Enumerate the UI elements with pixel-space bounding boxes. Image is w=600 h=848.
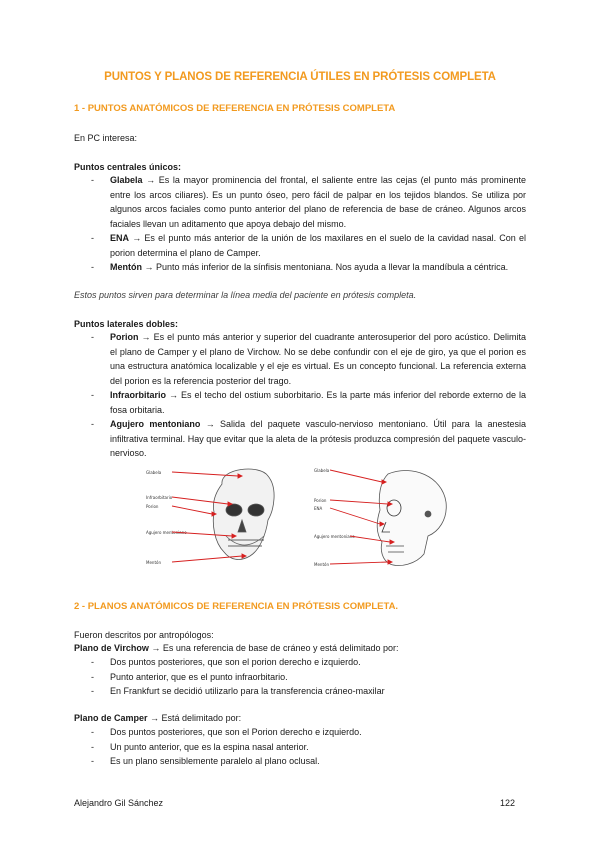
section-1-heading: 1 - PUNTOS ANATÓMICOS DE REFERENCIA EN PRÓTESIS COMPLETA bbox=[74, 103, 396, 114]
lateral-points-list bbox=[74, 330, 526, 461]
virchow-definition bbox=[74, 641, 399, 655]
label-porion-right: Porion bbox=[314, 498, 327, 503]
label-menton-right: Mentón bbox=[314, 562, 329, 567]
label-menton: Mentón bbox=[146, 560, 161, 565]
term-agujero-mentoniano: Agujero mentoniano bbox=[110, 419, 201, 429]
virchow-text: → Es una referencia de base de cráneo y está delimitado por: bbox=[148, 643, 399, 653]
list-item: - Glabela → Es la mayor prominencia del frontal, el saliente entre las cejas (el punto más prominente entre los arcos ciliares). Es un punto óseo, pero fácil de palpar en los tejidos blandos. Se utiliza por algunos arcos faciales como punto anterior del plano de referencia de base de cráneo. Algunos arcos faciales llevan un aditamento que apoya debajo del mismo. bbox=[91, 175, 526, 229]
virchow-list bbox=[74, 655, 526, 699]
midline-note: Estos puntos sirven para determinar la línea media del paciente en prótesis completa. bbox=[74, 290, 417, 300]
label-glabela: Glabela bbox=[146, 470, 162, 475]
virchow-term: Plano de Virchow bbox=[74, 643, 149, 653]
footer-author: Alejandro Gil Sánchez bbox=[74, 798, 164, 808]
list-item: - Punto anterior, que es el punto infraorbitario. bbox=[91, 671, 288, 682]
list-item: - Agujero mentoniano → Salida del paquete vasculo-nervioso mentoniano. Útil para la anestesia infiltrativa terminal. Hay que evitar que la aleta de la prótesis produzca compresión del paquete vasculo-nervioso. bbox=[91, 419, 527, 458]
label-ena-right: ENA bbox=[314, 506, 323, 511]
section-2-heading: 2 - PLANOS ANATÓMICOS DE REFERENCIA EN PRÓTESIS COMPLETA. bbox=[74, 601, 399, 612]
list-item: - Es un plano sensiblemente paralelo al plano oclusal. bbox=[91, 756, 320, 766]
footer-page-number: 122 bbox=[500, 798, 516, 808]
item-text: → Salida del paquete vasculo-nervioso mentoniano. Útil para la anestesia infiltrativa terminal. Hay que evitar que la aleta de la prótesis produzca compresión del paquete vasculo-nervioso. bbox=[110, 419, 527, 458]
label-porion: Porion bbox=[146, 504, 159, 509]
central-points-list bbox=[74, 173, 526, 275]
term-porion: Porion bbox=[110, 332, 139, 342]
camper-list bbox=[74, 725, 526, 769]
list-item: - Mentón → Punto más inferior de la sínfisis mentoniana. Nos ayuda a llevar la mandíbula a céntrica. bbox=[91, 262, 509, 272]
list-item: - Dos puntos posteriores, que son el Porion derecho e izquierdo. bbox=[91, 727, 362, 737]
term-menton: Mentón bbox=[110, 262, 142, 272]
label-infraorbitario: Infraorbitario bbox=[146, 495, 173, 500]
frontal-skull-illustration bbox=[213, 469, 274, 559]
label-agujero-mentoniano: Agujero mentoniano bbox=[146, 530, 187, 535]
list-item: - Un punto anterior, que es la espina nasal anterior. bbox=[91, 741, 309, 752]
camper-definition bbox=[74, 711, 241, 725]
term-glabela: Glabela bbox=[110, 175, 143, 185]
item-text: → Es la mayor prominencia del frontal, el saliente entre las cejas (el punto más prominente entre los arcos ciliares). Es un punto óseo, pero fácil de palpar en los tejidos blandos. Se utiliza por algunos arcos faciales como punto anterior del plano de referencia de base de cráneo. Algunos arcos faciales llevan un aditamento que apoya debajo del mismo. bbox=[110, 175, 526, 229]
camper-term: Plano de Camper bbox=[74, 713, 148, 723]
lateral-skull-illustration bbox=[377, 470, 446, 565]
camper-text: → Está delimitado por: bbox=[147, 713, 242, 723]
skull-reference-figure bbox=[142, 462, 460, 580]
item-text: → Es el techo del ostium suborbitario. Es la parte más inferior del reborde externo de la fosa orbitaria. bbox=[110, 390, 526, 415]
list-item: - ENA → Es el punto más anterior de la unión de los maxilares en el suelo de la cavidad nasal. Con el porion determina el plano de Camper. bbox=[91, 233, 526, 258]
lateral-points-heading: Puntos laterales dobles: bbox=[74, 319, 179, 329]
central-points-heading: Puntos centrales únicos: bbox=[74, 162, 182, 172]
label-agujero-mentoniano-right: Agujero mentoniano bbox=[314, 534, 355, 539]
list-item: - En Frankfurt se decidió utilizarlo para la transferencia cráneo-maxilar bbox=[91, 686, 385, 696]
section-2-intro: Fueron descritos por antropólogos: bbox=[74, 630, 214, 640]
term-ena: ENA bbox=[110, 233, 130, 243]
list-item: - Infraorbitario → Es el techo del ostium suborbitario. Es la parte más inferior del reborde externo de la fosa orbitaria. bbox=[91, 390, 526, 415]
label-glabela-right: Glabela bbox=[314, 468, 330, 473]
item-text: → Punto más inferior de la sínfisis mentoniana. Nos ayuda a llevar la mandíbula a céntrica. bbox=[142, 262, 509, 272]
left-figure-labels bbox=[146, 470, 187, 565]
list-item: - Dos puntos posteriores, que son el porion derecho e izquierdo. bbox=[91, 657, 361, 667]
term-infraorbitario: Infraorbitario bbox=[110, 390, 167, 400]
item-text: → Es el punto más anterior de la unión de los maxilares en el suelo de la cavidad nasal. Con el porion determina el plano de Camper. bbox=[110, 233, 526, 258]
right-figure-labels bbox=[314, 468, 355, 567]
page-title: PUNTOS Y PLANOS DE REFERENCIA ÚTILES EN PRÓTESIS COMPLETA bbox=[104, 71, 496, 83]
section-1-intro: En PC interesa: bbox=[74, 133, 138, 143]
list-item: - Porion → Es el punto más anterior y superior del cuadrante anterosuperior del poro acústico. Delimita el plano de Camper y el plano de Virchow. No se debe confundir con el eje de giro, ya que el porion es una estructura anatómica localizable y el eje es virtual. Es un concepto funcional. La referencia externa del porion es la referencia posterior del trago. bbox=[91, 332, 526, 386]
item-text: → Es el punto más anterior y superior del cuadrante anterosuperior del poro acústico. Delimita el plano de Camper y el plano de Virchow. No se debe confundir con el eje de giro, ya que el porion es una estructura anatómica localizable y el eje es virtual. Es un concepto funcional. La referencia externa del porion es la referencia posterior del trago. bbox=[110, 332, 526, 386]
